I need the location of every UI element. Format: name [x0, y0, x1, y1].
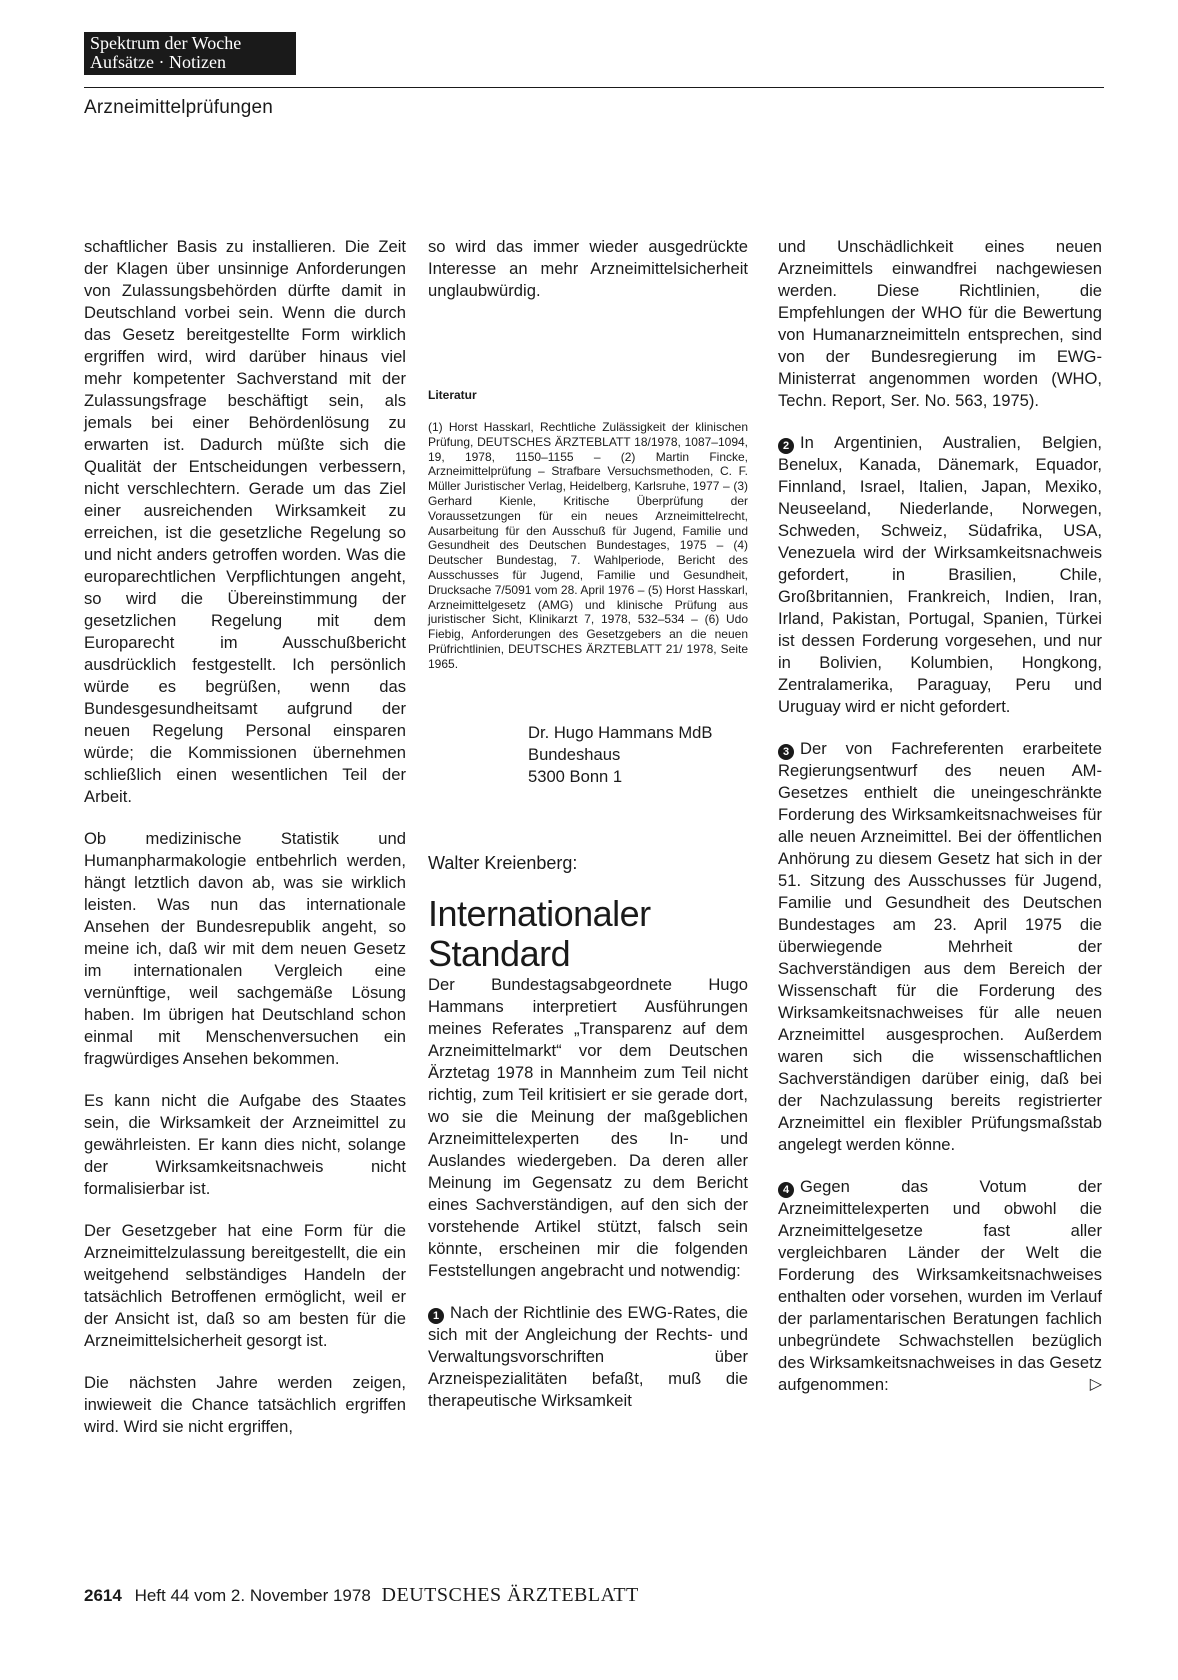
address-line: 5300 Bonn 1 [528, 766, 623, 786]
point-text: Der von Fachreferenten erarbeitete Regierungsentwurf des neuen AM-Gesetzes enthielt die uneingeschränkte Forderung des Wirksamkeitsnachweises für alle neuen Arzneimittel. Bei der öffentlichen Anhörung zu diesem Gesetz hat sich in der 51. Sitzung des Ausschusses für Jugend, Familie und Gesundheit des Deutschen Bundestages am 23. April 1975 die überwiegende Mehrheit der Sachverständigen aus dem Bereich der Wissenschaft für die Forderung des Wirksamkeitsnachweises für alle neuen Arzneimittel ausgesprochen. Außerdem waren sich die wissenschaftlichen Sachverständigen darüber einig, daß bei der Nachzulassung bereits registrierter Arzneimittel ein flexibler Prüfungsmaßstab angelegt werden könne. [778, 739, 1102, 1154]
section-title: Arzneimittelprüfungen [84, 97, 274, 118]
literature-heading: Literatur [428, 388, 477, 402]
address-line: Bundeshaus [528, 744, 621, 764]
numbered-point [778, 1176, 1102, 1396]
numbered-point [778, 432, 1102, 718]
column-2 [428, 236, 748, 1432]
journal-name: DEUTSCHES ÄRZTEBLATT [381, 1584, 639, 1606]
continue-arrow-icon: ▷ [1089, 1376, 1102, 1393]
column-1 [84, 236, 406, 1458]
title-line: Standard [428, 932, 571, 974]
article-byline: Walter Kreienberg: [428, 852, 578, 873]
article-title [428, 894, 748, 974]
paragraph: schaftlicher Basis zu installieren. Die Zeit der Klagen über unsinnige Anforderungen von Zulassungsbehörden dürfte damit in Deutschland vorbei sein. Wenn die durch das Gesetz bereitgestellte Form wirklich ergriffen wird, wird darüber hinaus viel mehr kompetenter Sachverstand mit der Zulassungsfrage beschäftigt sein, als jemals bei einer Behördenlösung zu erwarten ist. Dadurch müßte sich die Qualität der Entscheidungen verbessern, nicht verschlechtern. Gerade um das Ziel einer ausreichenden Wirksamkeit zu erreichen, ist die gesetzliche Regelung so und nicht anders getroffen worden. Was die europarechtlichen Verpflichtungen angeht, so wird die Übereinstimmung der gesetzlichen Regelung mit dem Europarecht im Ausschußbericht ausdrücklich festgestellt. Ich persönlich würde es begrüßen, wenn das Bundesgesundheitsamt aufgrund der neuen Regelung Personal einsparen würde; die Kommissionen übernehmen schließlich einen wesentlichen Teil der Arbeit. [84, 237, 406, 806]
point-text: In Argentinien, Australien, Belgien, Benelux, Kanada, Dänemark, Equador, Finnland, Israel, Italien, Japan, Mexiko, Neuseeland, Niederlande, Norwegen, Schweden, Schweiz, Südafrika, USA, Venezuela wird der Wirksamkeitsnachweis gefordert, in Brasilien, Chile, Großbritannien, Frankreich, Indien, Iran, Irland, Pakistan, Portugal, Spanien, Türkei ist dessen Forderung vorgesehen, und nur in Bolivien, Kolumbien, Hongkong, Zentralamerika, Paraguay, Peru und Uruguay wird er nicht gefordert. [778, 433, 1102, 716]
numbered-point [778, 738, 1102, 1156]
paragraph: Die nächsten Jahre werden zeigen, inwieweit die Chance tatsächlich ergriffen wird. Wird sie nicht ergriffen, [84, 1373, 406, 1436]
literature-list: (1) Horst Hasskarl, Rechtliche Zulässigkeit der klinischen Prüfung, DEUTSCHES ÄRZTEBLATT 18/1978, 1087–1094, 19, 1978, 1150–1155 – (2) Martin Fincke, Arzneimittelprüfung – Strafbare Versuchsmethoden, C. F. Müller Juristischer Verlag, Heidelberg, Karlsruhe, 1977 – (3) Gerhard Kienle, Kritische Überprüfung der Voraussetzungen für ein neues Arzneimittelrecht, Ausarbeitung für den Ausschuß für Jugend, Familie und Gesundheit des Deutschen Bundestages, 1975 – (4) Deutscher Bundestag, 7. Wahlperiode, Bericht des Ausschusses für Jugend, Familie und Gesundheit, Drucksache 7/5091 vom 28. April 1976 – (5) Horst Hasskarl, Arzneimittelgesetz (AMG) und klinische Prüfung aus juristischer Sicht, Klinikarzt 7, 1978, 532–534 – (6) Udo Fiebig, Anforderungen des Gesetzgebers an die neuen Prüfrichtlinien, DEUTSCHES ÄRZTEBLATT 21/ 1978, Seite 1965. [428, 420, 748, 671]
number-badge-icon: 2 [778, 438, 794, 454]
section-header-box [84, 32, 296, 75]
paragraph: und Unschädlichkeit eines neuen Arzneimittels einwandfrei nachgewiesen werden. Diese Richtlinien, die Empfehlungen der WHO für die Bewertung von Humanarzneimitteln entsprechen, sind von der Bundesregierung im EWG-Ministerrat angenommen worden (WHO, Techn. Report, Ser. No. 563, 1975). [778, 237, 1102, 410]
paragraph: Ob medizinische Statistik und Humanpharmakologie entbehrlich werden, hängt letztlich davon ab, was sie wirklich leisten. Was nun das internationale Ansehen der Bundesrepublik angeht, so meine ich, daß wir mit dem neuen Gesetz im internationalen Vergleich eine vernünftige, weil sachgemäße Lösung haben. Im übrigen hat Deutschland schon einmal mit Menschenversuchen ein fragwürdiges Ansehen bekommen. [84, 829, 406, 1068]
column-3 [778, 236, 1102, 1416]
number-badge-icon: 3 [778, 744, 794, 760]
header-line-2: Aufsätze · Notizen [90, 52, 226, 72]
paragraph: Der Bundestagsabgeordnete Hugo Hammans interpretiert Ausführungen meines Referates „Transparenz auf dem Arzneimittelmarkt“ vor dem Deutschen Ärztetag 1978 in Mannheim zum Teil nicht richtig, zum Teil kritisiert er sie gerade dort, wo sie die Meinung der maßgeblichen Arzneimittelexperten des In- und Auslandes wiedergeben. Da deren aller Meinung im Gegensatz zu dem Bericht eines Sachverständigen, auf den sich der vorstehende Artikel stützt, falsch sein könnte, erscheinen mir die folgenden Feststellungen angebracht und notwendig: [428, 974, 748, 1280]
title-line: Internationaler [428, 892, 651, 934]
number-badge-icon: 1 [428, 1308, 444, 1324]
numbered-point [428, 1302, 748, 1412]
address-line: Dr. Hugo Hammans MdB [528, 722, 713, 742]
issue-info: Heft 44 vom 2. November 1978 [134, 1586, 371, 1605]
number-badge-icon: 4 [778, 1182, 794, 1198]
header-rule [84, 87, 1104, 88]
point-text: Nach der Richtlinie des EWG-Rates, die sich mit der Angleichung der Rechts- und Verwaltungsvorschriften über Arzneispezialitäten befaßt, muß die therapeutische Wirksamkeit [428, 1302, 748, 1410]
header-line-1: Spektrum der Woche [90, 33, 242, 53]
author-address [528, 722, 748, 788]
paragraph: Es kann nicht die Aufgabe des Staates sein, die Wirksamkeit der Arzneimittel zu gewährleisten. Er kann dies nicht, solange der Wirksamkeitsnachweis nicht formalisierbar ist. [84, 1091, 406, 1198]
page-footer [84, 1584, 639, 1607]
point-text: Gegen das Votum der Arzneimittelexperten und obwohl die Arzneimittelgesetze fast aller vergleichbaren Länder der Welt die Forderung des Wirksamkeitsnachweises enthalten oder vorsehen, wurden im Verlauf der parlamentarischen Beratungen fachlich unbegründete Schwachstellen bezüglich des Wirksamkeitsnachweises in das Gesetz aufgenommen: [778, 1177, 1102, 1394]
paragraph: Der Gesetzgeber hat eine Form für die Arzneimittelzulassung bereitgestellt, die ein weitgehend selbständiges Handeln der tatsächlich Betroffenen ermöglicht, weil er der Ansicht ist, daß so am besten für die Arzneimittelsicherheit gesorgt ist. [84, 1221, 406, 1350]
page-number: 2614 [84, 1586, 122, 1605]
paragraph: so wird das immer wieder ausgedrückte Interesse an mehr Arzneimittelsicherheit unglaubwürdig. [428, 237, 748, 300]
